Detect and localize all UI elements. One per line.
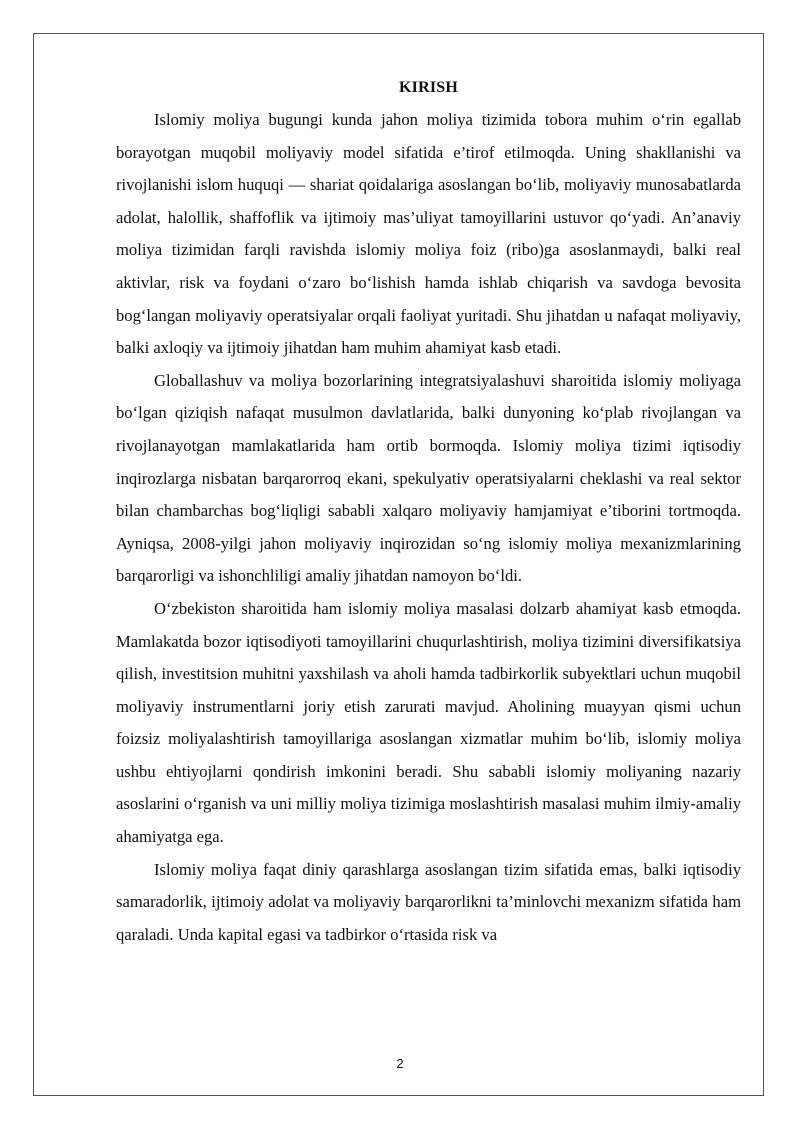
- section-heading: KIRISH: [399, 79, 458, 96]
- paragraph-1: Islomiy moliya bugungi kunda jahon moliya tizimida tobora muhim o‘rin egallab borayotgan muqobil moliyaviy model sifatida e’tirof etilmoqda. Uning shakllanishi va rivojlanishi islom huquqi — shariat qoidalariga asoslangan bo‘lib, moliyaviy munosabatlarda adolat, halollik, shaffoflik va ijtimoiy mas’uliyat tamoyillarini ustuvor qo‘yadi. An’anaviy moliya tizimidan farqli ravishda islomiy moliya foiz (ribo)ga asoslanmaydi, balki real aktivlar, risk va foydani o‘zaro bo‘lishish hamda ishlab chiqarish va savdoga bevosita bog‘langan moliyaviy operatsiyalar orqali faoliyat yuritadi. Shu jihatdan u nafaqat moliyaviy, balki axloqiy va ijtimoiy jihatdan ham muhim ahamiyat kasb etadi.: [116, 110, 741, 358]
- paragraph-2: Globallashuv va moliya bozorlarining integratsiyalashuvi sharoitida islomiy moliyaga bo‘lgan qiziqish nafaqat musulmon davlatlarida, balki dunyoning ko‘plab rivojlangan va rivojlanayotgan mamlakatlarida ham ortib bormoqda. Islomiy moliya tizimi iqtisodiy inqirozlarga nisbatan barqarorroq ekani, spekulyativ operatsiyalarni cheklashi va real sektor bilan chambarchas bog‘liqligi sababli xalqaro moliyaviy hamjamiyat e’tiborini tortmoqda. Ayniqsa, 2008-yilgi jahon moliyaviy inqirozidan so‘ng islomiy moliya mexanizmlarining barqarorligi va ishonchliligi amaliy jihatdan namoyon bo‘ldi.: [116, 370, 741, 586]
- document-body: [116, 74, 741, 951]
- paragraph-4: Islomiy moliya faqat diniy qarashlarga asoslangan tizim sifatida emas, balki iqtisodiy samaradorlik, ijtimoiy adolat va moliyaviy barqarorlikni ta’minlovchi mexanizm sifatida ham qaraladi. Unda kapital egasi va tadbirkor o‘rtasida risk va: [116, 859, 741, 944]
- page-number: 2: [396, 1056, 404, 1071]
- paragraph-3: O‘zbekiston sharoitida ham islomiy moliya masalasi dolzarb ahamiyat kasb etmoqda. Mamlakatda bozor iqtisodiyoti tamoyillarini chuqurlashtirish, moliya tizimini diversifikatsiya qilish, investitsion muhitni yaxshilash va aholi hamda tadbirkorlik subyektlari uchun muqobil moliyaviy instrumentlarni joriy etish zarurati mavjud. Aholining muayyan qismi uchun foizsiz moliyalashtirish tamoyillariga asoslangan xizmatlar muhim bo‘lib, islomiy moliya ushbu ehtiyojlarni qondirish imkonini beradi. Shu sababli islomiy moliyaning nazariy asoslarini o‘rganish va uni milliy moliya tizimiga moslashtirish masalasi muhim ilmiy-amaliy ahamiyatga ega.: [116, 598, 741, 847]
